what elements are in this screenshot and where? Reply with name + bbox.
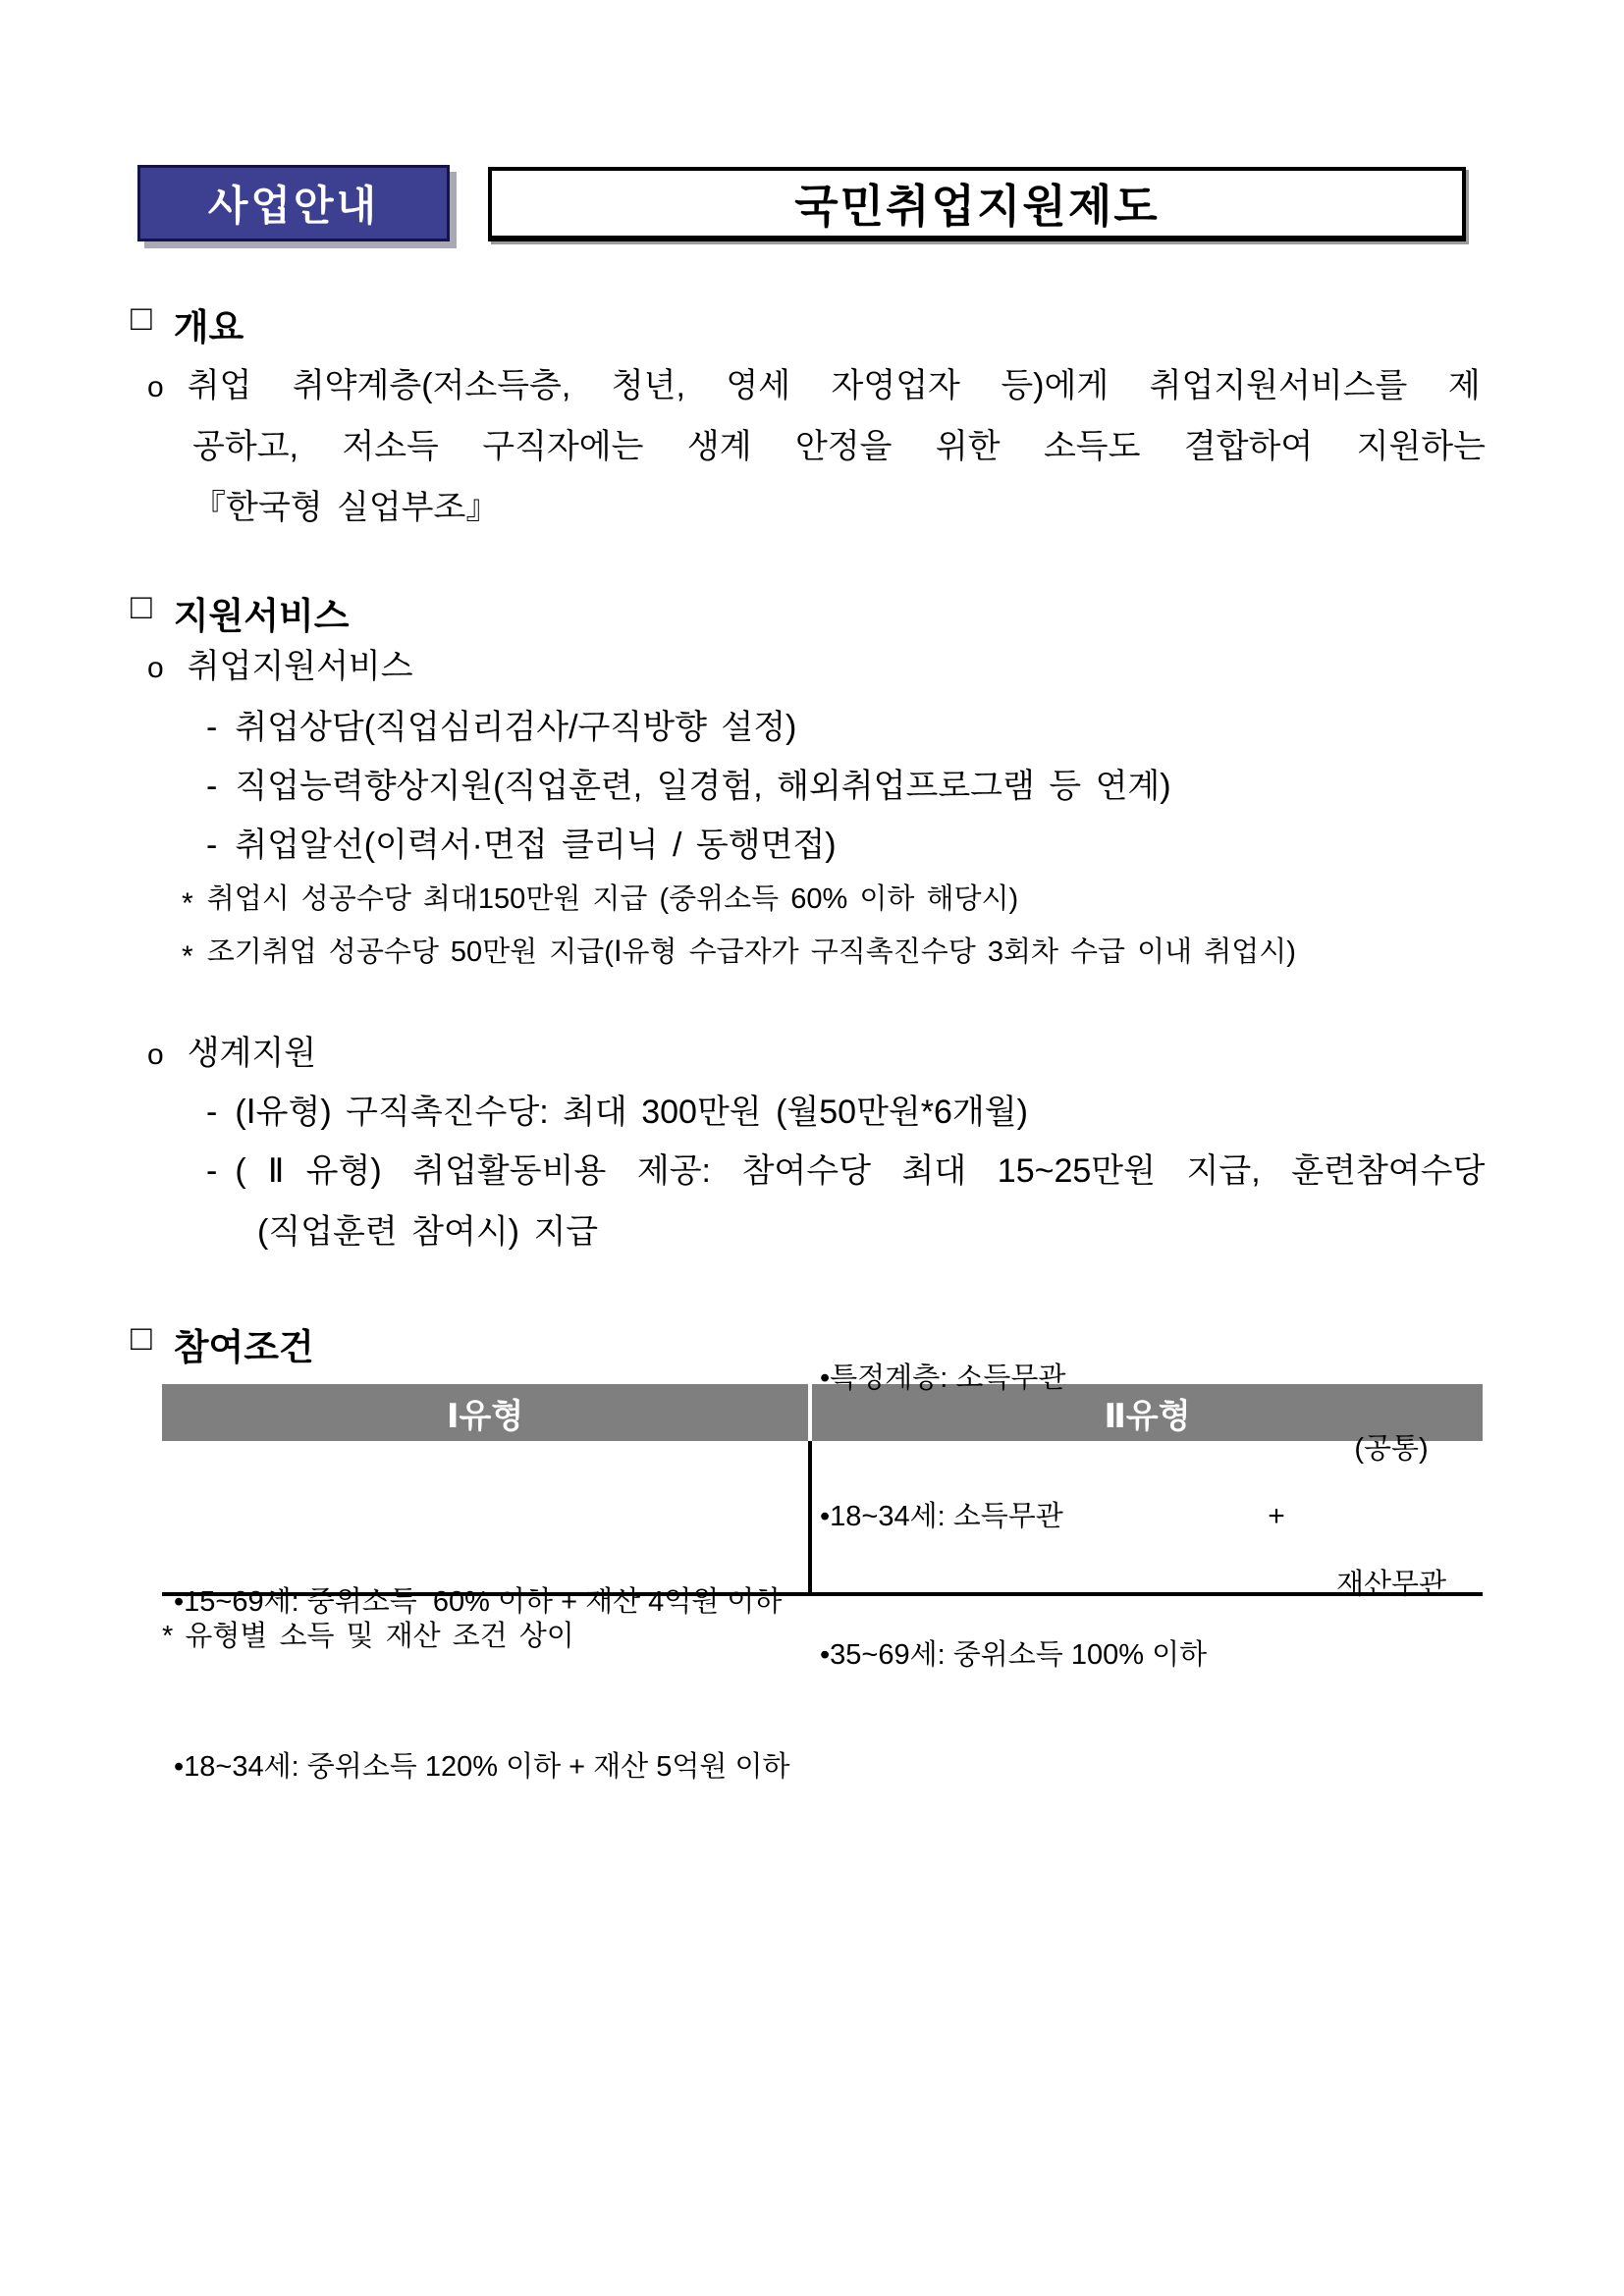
conditions-heading-label: 참여조건: [173, 1327, 314, 1367]
livelihood-item-2-continued: (직업훈련 참여시) 지급: [257, 1213, 599, 1251]
dash-bullet-icon: -: [206, 1094, 218, 1131]
employment-item-2: 직업능력향상지원(직업훈련, 일경험, 해외취업프로그램 등 연계): [235, 768, 1171, 805]
plus-sign: +: [1268, 1500, 1285, 1532]
square-bullet-icon: □: [131, 1317, 152, 1358]
doc-type-badge-label: 사업안내: [207, 183, 380, 229]
livelihood-support-row: [147, 1033, 316, 1075]
section-heading-services: [131, 586, 349, 639]
type2-condition-3: •35~69세: 중위소득 100% 이하: [820, 1638, 1208, 1671]
employment-services-title: 취업지원서비스: [187, 648, 413, 685]
type1-condition-2: •18~34세: 중위소득 120% 이하 + 재산 5억원 이하: [174, 1751, 790, 1783]
circle-bullet-icon: o: [147, 652, 164, 684]
overview-line-3: 『한국형 실업부조』: [192, 489, 500, 526]
doc-title: 국민취업지원제도: [794, 181, 1160, 232]
employment-services-row: [147, 646, 413, 688]
type1-condition-1: •15~69세: 중위소득 60% 이하 + 재산 4억원 이하: [174, 1586, 783, 1618]
type1-column-header: Ⅰ유형: [446, 1397, 524, 1435]
section-heading-overview: [131, 297, 244, 350]
overview-paragraph-row: [147, 365, 1481, 407]
common-condition-value: 재산무관: [1335, 1569, 1447, 1600]
square-bullet-icon: □: [131, 586, 152, 626]
employment-note-row: [182, 934, 1296, 976]
type2-condition-2: •18~34세: 소득무관: [820, 1500, 1063, 1532]
services-heading-label: 지원서비스: [173, 596, 350, 636]
type2-condition-1: •특정계층: 소득무관: [820, 1362, 1066, 1394]
circle-bullet-icon: o: [147, 1039, 164, 1071]
employment-item-row: [206, 766, 1171, 808]
employment-note-2: 조기취업 성공수당 50만원 지급(Ⅰ유형 수급자가 구직촉진수당 3회차 수급 이내 취업시): [206, 936, 1296, 968]
livelihood-item-row: [206, 1150, 1485, 1193]
asterisk-icon: *: [182, 940, 193, 973]
dash-bullet-icon: -: [206, 827, 218, 864]
employment-item-row: [206, 825, 837, 867]
employment-note-1: 취업시 성공수당 최대150만원 지급 (중위소득 60% 이하 해당시): [206, 883, 1019, 915]
dash-bullet-icon: -: [206, 709, 218, 746]
circle-bullet-icon: o: [147, 371, 164, 403]
overview-line-1: 취업 취약계층(저소득층, 청년, 영세 자영업자 등)에게 취업지원서비스를 제: [187, 367, 1481, 404]
conditions-footnote: * 유형별 소득 및 재산 조건 상이: [162, 1621, 574, 1652]
common-condition-block: [1304, 1336, 1479, 1697]
employment-item-row: [206, 707, 796, 749]
livelihood-item-1: (Ⅰ유형) 구직촉진수당: 최대 300만원 (월50만원*6개월): [235, 1094, 1028, 1131]
livelihood-item-row: [206, 1092, 1028, 1134]
employment-note-row: [182, 881, 1018, 923]
square-bullet-icon: □: [131, 297, 152, 338]
asterisk-icon: *: [182, 887, 193, 920]
type2-condition-list: [820, 1263, 1249, 1771]
livelihood-title: 생계지원: [187, 1035, 317, 1072]
section-heading-conditions: [131, 1317, 314, 1370]
dash-bullet-icon: -: [206, 768, 218, 805]
overview-heading-label: 개요: [173, 307, 244, 347]
employment-item-1: 취업상담(직업심리검사/구직방향 설정): [235, 709, 797, 746]
type2-column-header: Ⅱ유형: [808, 1384, 1483, 1441]
common-condition-label: (공통): [1354, 1433, 1429, 1465]
doc-type-badge: [137, 165, 450, 241]
employment-item-3: 취업알선(이력서·면접 클리닉 / 동행면접): [235, 827, 837, 864]
livelihood-item-2: (Ⅱ유형) 취업활동비용 제공: 참여수당 최대 15~25만원 지급, 훈련참여수당: [235, 1152, 1486, 1190]
dash-bullet-icon: -: [206, 1152, 218, 1190]
overview-line-2: 공하고, 저소득 구직자에는 생계 안정을 위한 소득도 결합하여 지원하는: [192, 428, 1486, 465]
doc-title-box: [488, 167, 1466, 241]
